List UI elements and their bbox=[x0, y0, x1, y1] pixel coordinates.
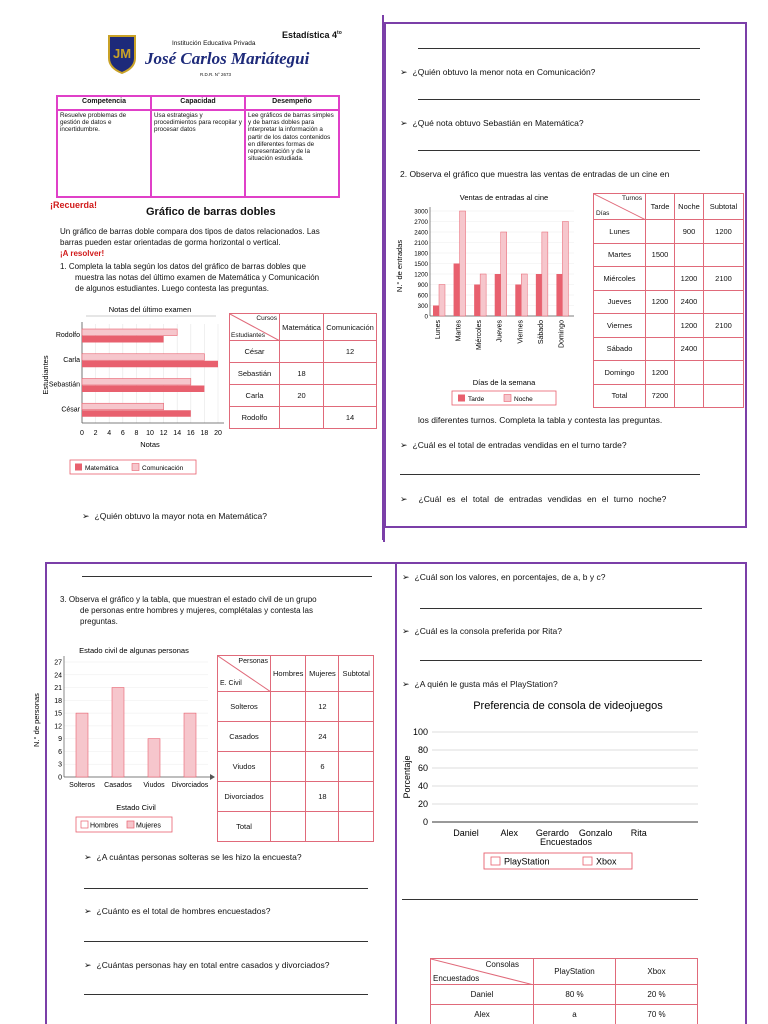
bar-tarde bbox=[474, 285, 480, 317]
noche-cell[interactable]: 900 bbox=[675, 220, 704, 244]
x-tick-label: 4 bbox=[107, 430, 112, 437]
question-text: ¿Quién obtuvo la menor nota en Comunicación? bbox=[412, 67, 596, 77]
console-table bbox=[430, 958, 698, 1024]
corner-top-label: Cursos bbox=[256, 315, 277, 322]
bar-matematica bbox=[82, 410, 191, 417]
y-tick-label: 80 bbox=[417, 745, 428, 755]
y-tick-label: 100 bbox=[412, 727, 428, 737]
x-category-label: Martes bbox=[455, 320, 463, 342]
arrow-bullet-icon: ➢ bbox=[400, 440, 413, 450]
y-tick-label: 60 bbox=[417, 763, 428, 773]
y-tick-label: 0 bbox=[58, 774, 62, 782]
corner-top-label: Consolas bbox=[485, 960, 519, 969]
y-tick-label: 18 bbox=[54, 697, 62, 705]
question-text: ¿Cuál es la consola preferida por Rita? bbox=[414, 626, 562, 636]
noche-cell[interactable]: 1200 bbox=[675, 314, 704, 338]
legend-swatch-xbox bbox=[583, 857, 592, 865]
bar-noche bbox=[460, 211, 466, 316]
tarde-cell[interactable] bbox=[646, 314, 675, 338]
math-cell[interactable] bbox=[280, 341, 324, 363]
capacity-header: Capacidad bbox=[151, 96, 245, 110]
answer-line[interactable] bbox=[402, 899, 698, 900]
civil-status-table bbox=[217, 655, 374, 842]
y-category-label: Sebastián bbox=[48, 381, 80, 389]
ex2-intro: 2. Observa el gráfico que muestra las ventas de entradas de un cine en bbox=[400, 169, 670, 179]
subtotal-cell[interactable]: 2100 bbox=[704, 314, 744, 338]
capacity-cell: Usa estrategias y procedimientos para recopilar y procesar datos bbox=[151, 110, 245, 197]
bar-matematica bbox=[82, 361, 218, 368]
x-category-label: Rita bbox=[630, 828, 647, 838]
legend-label-tarde: Tarde bbox=[468, 396, 485, 403]
question-total-men bbox=[84, 906, 270, 917]
performance-header: Desempeño bbox=[245, 96, 339, 110]
xbox-cell[interactable]: 70 % bbox=[616, 1005, 698, 1024]
student-name: Carla bbox=[230, 385, 280, 407]
y-tick-label: 2400 bbox=[414, 229, 428, 237]
y-axis-label: Estudiantes bbox=[41, 355, 50, 395]
question-text: ¿Cuál es el total de entradas vendidas en el turno tarde? bbox=[412, 440, 627, 450]
noche-cell[interactable] bbox=[675, 243, 704, 267]
tarde-cell[interactable] bbox=[646, 220, 675, 244]
xbox-header: Xbox bbox=[616, 959, 698, 985]
ex3-line-2: de personas entre hombres y mujeres, complétalas y contesta las bbox=[80, 606, 314, 615]
mujeres-total-cell[interactable] bbox=[306, 812, 339, 842]
competency-table bbox=[56, 95, 340, 198]
x-category-label: Casados bbox=[104, 782, 132, 789]
y-tick-label: 20 bbox=[417, 799, 428, 809]
y-category-label: César bbox=[61, 406, 80, 414]
civil-status-name: Viudos bbox=[218, 752, 271, 782]
x-axis-label: Encuestados bbox=[539, 837, 593, 847]
ex3-line-1: 3. Observa el gráfico y la tabla, que muestran el estado civil de un grupo bbox=[60, 595, 317, 604]
math-header: Matemática bbox=[280, 314, 324, 341]
x-category-label: Alex bbox=[500, 828, 518, 838]
mujeres-cell[interactable]: 18 bbox=[306, 782, 339, 812]
noche-cell[interactable]: 2400 bbox=[675, 290, 704, 314]
school-logo bbox=[107, 34, 137, 74]
chart-title: Notas del último examen bbox=[108, 305, 192, 314]
subtotal-cell[interactable] bbox=[704, 243, 744, 267]
hombres-header: Hombres bbox=[271, 656, 306, 692]
y-tick-label: 6 bbox=[58, 748, 62, 756]
bar-tarde bbox=[556, 274, 562, 316]
bar-tarde bbox=[433, 306, 439, 317]
day-name: Domingo bbox=[594, 361, 646, 385]
x-tick-label: 8 bbox=[134, 430, 139, 437]
performance-cell: Lee gráficos de barras simples y de barras dobles para interpretar la información a partir de los datos contenidos en diferentes formas de representación y de la situación estudiada. bbox=[245, 110, 339, 197]
arrow-bullet-icon: ➢ bbox=[84, 960, 97, 970]
tarde-cell[interactable] bbox=[646, 337, 675, 361]
y-tick-label: 1200 bbox=[414, 271, 428, 279]
x-tick-label: 6 bbox=[120, 430, 125, 437]
y-tick-label: 600 bbox=[417, 292, 428, 300]
math-cell[interactable]: 20 bbox=[280, 385, 324, 407]
school-name: José Carlos Mariátegui bbox=[145, 49, 310, 68]
ex1-line-1: 1. Completa la tabla según los datos del gráfico de barras dobles que bbox=[60, 262, 306, 271]
arrow-bullet-icon: ➢ bbox=[82, 511, 95, 521]
arrow-bullet-icon: ➢ bbox=[84, 852, 97, 862]
bar-tarde bbox=[515, 285, 521, 317]
hombres-cell[interactable] bbox=[271, 692, 306, 722]
x-category-label: Gonzalo bbox=[578, 828, 613, 838]
communication-cell[interactable]: 14 bbox=[324, 407, 377, 429]
noche-header: Noche bbox=[675, 194, 704, 220]
student-name: Sebastián bbox=[230, 363, 280, 385]
hombres-total-cell[interactable] bbox=[271, 812, 306, 842]
x-category-label: Solteros bbox=[69, 782, 95, 789]
bar-comunicacion bbox=[82, 403, 164, 410]
total-label: Total bbox=[218, 812, 271, 842]
question-lowest-communication bbox=[400, 67, 595, 78]
answer-line[interactable] bbox=[418, 48, 700, 49]
x-tick-label: 10 bbox=[146, 430, 154, 437]
question-text: ¿Cuántas personas hay en total entre casados y divorciados? bbox=[96, 960, 330, 970]
y-tick-label: 24 bbox=[54, 672, 62, 680]
respondent-name: Alex bbox=[431, 1005, 534, 1024]
tarde-cell[interactable]: 1200 bbox=[646, 361, 675, 385]
question-total-tarde bbox=[400, 440, 627, 451]
y-axis-label: N.° de entradas bbox=[395, 239, 404, 293]
legend-swatch-matematica bbox=[75, 464, 82, 471]
answer-line[interactable] bbox=[418, 99, 700, 100]
x-category-label: Sábado bbox=[537, 320, 545, 345]
y-tick-label: 300 bbox=[417, 303, 428, 310]
y-tick-label: 3 bbox=[58, 761, 62, 769]
mujeres-cell[interactable]: 24 bbox=[306, 722, 339, 752]
x-tick-label: 18 bbox=[200, 430, 209, 437]
tarde-total-cell[interactable]: 7200 bbox=[646, 384, 675, 408]
communication-header: Comunicación bbox=[324, 314, 377, 341]
respondent-name: Daniel bbox=[431, 985, 534, 1005]
subtotal-cell[interactable] bbox=[339, 752, 374, 782]
x-tick-label: 0 bbox=[80, 430, 84, 437]
question-text: ¿Qué nota obtuvo Sebastián en Matemática? bbox=[412, 118, 584, 128]
mujeres-cell[interactable]: 12 bbox=[306, 692, 339, 722]
corner-bottom-label: E. Civil bbox=[220, 680, 242, 687]
question-sebastian-math bbox=[400, 118, 584, 129]
question-rita-console bbox=[402, 626, 562, 637]
x-axis-label: Estado Civil bbox=[116, 803, 156, 812]
x-category-label: Jueves bbox=[496, 320, 504, 343]
question-text: ¿A quién le gusta más el PlayStation? bbox=[414, 679, 558, 689]
bar-tarde bbox=[495, 274, 501, 316]
y-tick-label: 15 bbox=[54, 710, 62, 718]
y-axis-label: N.° de personas bbox=[32, 693, 41, 747]
legend-swatch-playstation bbox=[491, 857, 500, 865]
question-playstation-fan bbox=[402, 679, 558, 690]
chart-title: Estado civil de algunas personas bbox=[79, 646, 189, 655]
subject-title bbox=[282, 30, 342, 40]
chart-title: Ventas de entradas al cine bbox=[459, 193, 549, 202]
question-total-noche bbox=[400, 494, 666, 505]
question-abc-values bbox=[402, 572, 605, 583]
legend-swatch-tarde bbox=[458, 395, 465, 402]
bar-comunicacion bbox=[82, 329, 177, 336]
legend-label-playstation: PlayStation bbox=[504, 856, 550, 867]
legend-swatch-mujeres bbox=[127, 821, 134, 828]
tarde-header: Tarde bbox=[646, 194, 675, 220]
x-tick-label: 20 bbox=[214, 430, 222, 437]
student-name: César bbox=[230, 341, 280, 363]
bar-noche bbox=[542, 232, 548, 316]
xbox-cell[interactable]: 20 % bbox=[616, 985, 698, 1005]
tarde-cell[interactable] bbox=[646, 267, 675, 291]
bar-noche bbox=[562, 222, 568, 317]
answer-line[interactable] bbox=[84, 888, 368, 889]
x-category-label: Daniel bbox=[453, 828, 479, 838]
subtotal-cell[interactable]: 2100 bbox=[704, 267, 744, 291]
grades-corner-cell bbox=[230, 314, 280, 341]
question-married-divorced bbox=[84, 960, 330, 971]
arrow-bullet-icon: ➢ bbox=[84, 906, 97, 916]
playstation-cell[interactable]: a bbox=[534, 1005, 616, 1024]
x-category-label: Viernes bbox=[517, 320, 525, 344]
question-text: ¿A cuántas personas solteras se les hizo la encuesta? bbox=[96, 852, 302, 862]
grand-total-cell[interactable] bbox=[339, 812, 374, 842]
y-tick-label: 3000 bbox=[414, 208, 428, 216]
ex1-line-3: de algunos estudiantes. Luego contesta las preguntas. bbox=[75, 284, 269, 293]
school-rdr: R.D.R. N° 2673 bbox=[200, 72, 232, 77]
page-divider bbox=[383, 528, 385, 542]
subtotal-cell[interactable] bbox=[339, 722, 374, 752]
bar-comunicacion bbox=[82, 354, 204, 361]
y-category-label: Carla bbox=[63, 356, 80, 364]
day-name: Miércoles bbox=[594, 267, 646, 291]
x-axis-label: Días de la semana bbox=[472, 378, 536, 387]
x-tick-label: 12 bbox=[159, 430, 168, 437]
noche-cell[interactable]: 2400 bbox=[675, 337, 704, 361]
civil-status-chart bbox=[30, 640, 216, 840]
question-text: ¿Quién obtuvo la mayor nota en Matemática? bbox=[94, 511, 267, 521]
x-category-label: Miércoles bbox=[476, 320, 484, 350]
answer-line[interactable] bbox=[418, 150, 700, 151]
legend-swatch-comunicacion bbox=[132, 464, 139, 471]
noche-total-cell[interactable] bbox=[675, 384, 704, 408]
noche-cell[interactable]: 1200 bbox=[675, 267, 704, 291]
y-tick-label: 1500 bbox=[414, 261, 428, 268]
recuerda-label: ¡Recuerda! bbox=[50, 200, 98, 210]
arrow-bullet-icon: ➢ bbox=[402, 679, 415, 689]
intro-line-2: barras pueden estar orientadas de gorma horizontal o vertical. bbox=[60, 238, 281, 247]
x-tick-label: 2 bbox=[93, 430, 98, 437]
cinema-corner-cell bbox=[594, 194, 646, 220]
legend-label-xbox: Xbox bbox=[596, 856, 617, 867]
legend-label-matematica: Matemática bbox=[85, 465, 119, 472]
bar-noche bbox=[480, 274, 486, 316]
cinema-sales-table bbox=[593, 193, 744, 408]
corner-bottom-label: Encuestados bbox=[433, 974, 480, 983]
day-name: Sábado bbox=[594, 337, 646, 361]
x-category-label: Gerardo bbox=[535, 828, 569, 838]
section-title: Gráfico de barras dobles bbox=[146, 206, 276, 218]
competency-header: Competencia bbox=[57, 96, 151, 110]
y-tick-label: 0 bbox=[424, 313, 428, 321]
day-name: Martes bbox=[594, 243, 646, 267]
ex1-line-2: muestra las notas del último examen de Matemática y Comunicación bbox=[75, 273, 320, 282]
subject-grade: to bbox=[337, 30, 342, 36]
x-category-label: Domingo bbox=[558, 320, 566, 349]
hombres-cell[interactable] bbox=[271, 782, 306, 812]
bar-mujeres bbox=[148, 739, 160, 777]
school-type: Institución Educativa Privada bbox=[172, 40, 256, 47]
day-name: Viernes bbox=[594, 314, 646, 338]
subtotal-header: Subtotal bbox=[704, 194, 744, 220]
legend-swatch-hombres bbox=[81, 821, 88, 828]
grand-total-cell[interactable] bbox=[704, 384, 744, 408]
x-tick-label: 16 bbox=[186, 430, 195, 437]
y-tick-label: 21 bbox=[54, 685, 62, 693]
playstation-cell[interactable]: 80 % bbox=[534, 985, 616, 1005]
tarde-cell[interactable]: 1500 bbox=[646, 243, 675, 267]
y-axis-label: Porcentaje bbox=[402, 755, 412, 799]
arrow-bullet-icon: ➢ bbox=[402, 626, 415, 636]
answer-line[interactable] bbox=[82, 576, 372, 577]
noche-cell[interactable] bbox=[675, 361, 704, 385]
corner-bottom-label: Días bbox=[596, 210, 610, 217]
subtotal-cell[interactable] bbox=[704, 361, 744, 385]
bar-mujeres bbox=[76, 713, 88, 777]
arrow-bullet-icon: ➢ bbox=[402, 572, 415, 582]
console-preference-chart bbox=[398, 694, 710, 884]
grades-double-bar-chart bbox=[40, 298, 232, 486]
corner-top-label: Turnos bbox=[622, 195, 642, 202]
y-tick-label: 12 bbox=[54, 723, 62, 731]
bar-noche bbox=[521, 274, 527, 316]
ex3-line-3: preguntas. bbox=[80, 617, 118, 626]
svg-text:JM: JM bbox=[112, 46, 132, 61]
resolver-label: ¡A resolver! bbox=[60, 249, 105, 258]
arrow-bullet-icon: ➢ bbox=[400, 67, 413, 77]
x-category-label: Divorciados bbox=[171, 782, 209, 789]
corner-bottom-label: Estudiantes bbox=[231, 332, 265, 339]
hombres-cell[interactable] bbox=[271, 722, 306, 752]
bar-mujeres bbox=[184, 713, 196, 777]
x-axis-arrow-icon bbox=[210, 774, 215, 780]
subtotal-cell[interactable] bbox=[704, 337, 744, 361]
competency-cell: Resuelve problemas de gestión de datos e incertidumbre. bbox=[57, 110, 151, 197]
subtotal-cell[interactable]: 1200 bbox=[704, 220, 744, 244]
legend-swatch-noche bbox=[504, 395, 511, 402]
x-category-label: Viudos bbox=[143, 782, 165, 789]
ex1-question bbox=[82, 511, 267, 522]
arrow-bullet-icon: ➢ bbox=[400, 494, 419, 504]
y-tick-label: 2700 bbox=[414, 219, 428, 226]
x-axis-label: Notas bbox=[140, 440, 160, 449]
chart-title: Preferencia de consola de videojuegos bbox=[473, 700, 663, 712]
question-text: ¿Cuál es el total de entradas vendidas en el turno noche? bbox=[418, 494, 667, 504]
page-divider-vertical bbox=[395, 562, 397, 1024]
console-corner-cell bbox=[431, 959, 534, 985]
y-category-label: Rodolfo bbox=[55, 332, 80, 339]
answer-line[interactable] bbox=[84, 941, 368, 942]
communication-cell[interactable] bbox=[324, 363, 377, 385]
y-tick-label: 9 bbox=[58, 736, 62, 744]
bar-matematica bbox=[82, 386, 204, 393]
subtotal-cell[interactable] bbox=[704, 290, 744, 314]
subtotal-cell[interactable] bbox=[339, 692, 374, 722]
math-cell[interactable] bbox=[280, 407, 324, 429]
legend-label-mujeres: Mujeres bbox=[136, 822, 161, 830]
bar-comunicacion bbox=[82, 379, 191, 386]
bar-tarde bbox=[536, 274, 542, 316]
civil-status-name: Divorciados bbox=[218, 782, 271, 812]
corner-top-label: Personas bbox=[238, 658, 268, 665]
x-tick-label: 14 bbox=[173, 430, 182, 437]
grades-table bbox=[229, 313, 377, 429]
subtotal-cell[interactable] bbox=[339, 782, 374, 812]
cinema-sales-chart bbox=[392, 186, 592, 412]
subject-label: Estadística 4 bbox=[282, 30, 338, 40]
y-tick-label: 1800 bbox=[414, 250, 428, 258]
x-category-label: Lunes bbox=[435, 320, 442, 340]
answer-line[interactable] bbox=[420, 660, 702, 661]
day-name: Jueves bbox=[594, 290, 646, 314]
civil-corner-cell bbox=[218, 656, 271, 692]
question-text: ¿Cuál son los valores, en porcentajes, de a, b y c? bbox=[414, 572, 606, 582]
legend-label-hombres: Hombres bbox=[90, 822, 119, 830]
y-tick-label: 27 bbox=[54, 659, 62, 667]
math-cell[interactable]: 18 bbox=[280, 363, 324, 385]
bar-mujeres bbox=[112, 688, 124, 777]
student-name: Rodolfo bbox=[230, 407, 280, 429]
total-label: Total bbox=[594, 384, 646, 408]
question-singles bbox=[84, 852, 302, 863]
mujeres-header: Mujeres bbox=[306, 656, 339, 692]
legend-label-comunicacion: Comunicación bbox=[142, 465, 184, 472]
answer-line[interactable] bbox=[84, 994, 368, 995]
y-tick-label: 40 bbox=[417, 781, 428, 791]
communication-cell[interactable]: 12 bbox=[324, 341, 377, 363]
y-tick-label: 0 bbox=[422, 817, 428, 827]
civil-status-name: Casados bbox=[218, 722, 271, 752]
ex2-intro-continued: los diferentes turnos. Completa la tabla y contesta las preguntas. bbox=[418, 415, 663, 425]
civil-status-name: Solteros bbox=[218, 692, 271, 722]
answer-line[interactable] bbox=[400, 474, 700, 475]
bar-noche bbox=[439, 285, 445, 317]
intro-line-1: Un gráfico de barras doble compara dos tipos de datos relacionados. Las bbox=[60, 227, 320, 236]
y-tick-label: 900 bbox=[417, 282, 428, 289]
day-name: Lunes bbox=[594, 220, 646, 244]
legend-label-noche: Noche bbox=[514, 396, 533, 403]
tarde-cell[interactable]: 1200 bbox=[646, 290, 675, 314]
subtotal-header: Subtotal bbox=[339, 656, 374, 692]
playstation-header: PlayStation bbox=[534, 959, 616, 985]
bar-noche bbox=[501, 232, 507, 316]
communication-cell[interactable] bbox=[324, 385, 377, 407]
bar-matematica bbox=[82, 336, 164, 343]
y-tick-label: 2100 bbox=[414, 240, 428, 247]
answer-line[interactable] bbox=[420, 608, 702, 609]
bar-tarde bbox=[454, 264, 460, 317]
hombres-cell[interactable] bbox=[271, 752, 306, 782]
mujeres-cell[interactable]: 6 bbox=[306, 752, 339, 782]
arrow-bullet-icon: ➢ bbox=[400, 118, 413, 128]
question-text: ¿Cuánto es el total de hombres encuestados? bbox=[96, 906, 271, 916]
